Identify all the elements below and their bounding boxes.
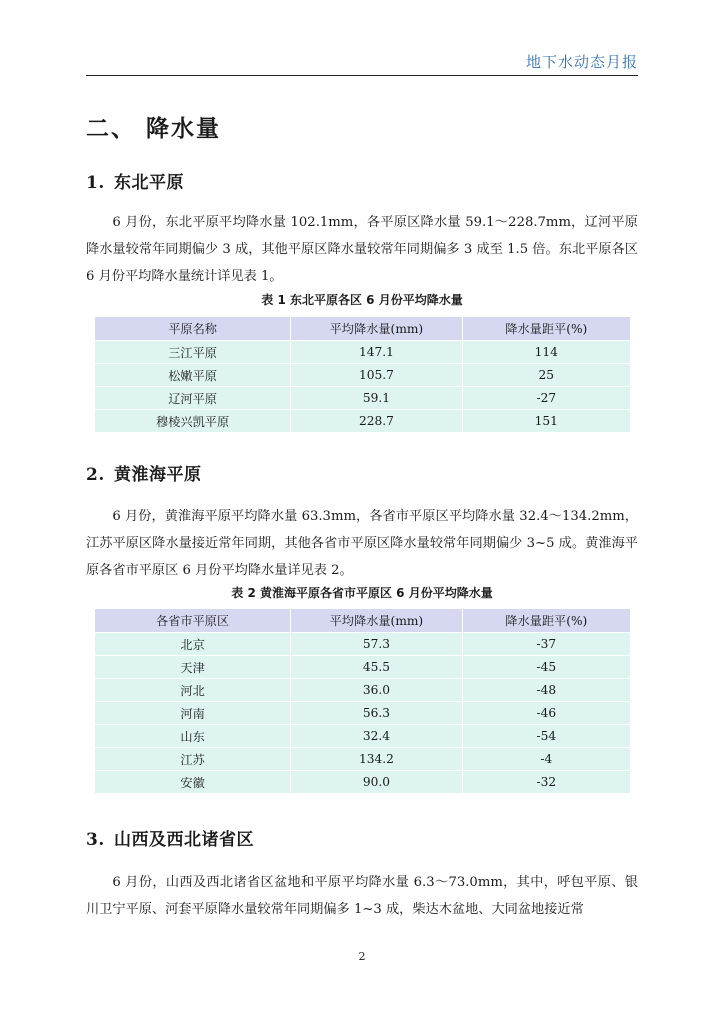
- table-cell: 228.7: [291, 410, 462, 433]
- table-2-caption: 表 2 黄淮海平原各省市平原区 6 月份平均降水量: [231, 586, 493, 600]
- table-cell: -48: [462, 679, 630, 702]
- table-row: [95, 410, 630, 433]
- paragraph-2: 6 月份，黄淮海平原平均降水量 63.3mm，各省市平原区平均降水量 32.4～134.2mm，江苏平原区降水量接近常年同期，其他各省市平原区降水量较常年同期偏少 3~5 成。黄淮海平原各省市平原区 6 月份平均降水量详见表 2。: [86, 509, 638, 578]
- table-cell: 辽河平原: [95, 387, 291, 410]
- table-row: [95, 387, 630, 410]
- table-cell: -54: [462, 725, 630, 748]
- running-header: 地下水动态月报: [525, 53, 638, 71]
- subsection-title: 山西及西北诸省区: [114, 830, 254, 850]
- table-row: [95, 656, 630, 679]
- table-cell: 穆棱兴凯平原: [95, 410, 291, 433]
- column-header: 平均降水量(mm): [291, 317, 462, 341]
- table-cell: -46: [462, 702, 630, 725]
- table-cell: 151: [462, 410, 630, 433]
- paragraph-3: 6 月份，山西及西北诸省区盆地和平原平均降水量 6.3～73.0mm，其中，呼包平原、银川卫宁平原、河套平原降水量较常年同期偏多 1~3 成，柴达木盆地、大同盆地接近常: [86, 875, 638, 917]
- section-title: 二、 降水量: [86, 116, 222, 142]
- column-header: 平原名称: [95, 317, 291, 341]
- table-row: [95, 633, 630, 656]
- table-row: [95, 771, 630, 794]
- table-cell: 90.0: [291, 771, 462, 794]
- column-header: 降水量距平(%): [462, 317, 630, 341]
- table-cell: 59.1: [291, 387, 462, 410]
- table-cell: 天津: [95, 656, 291, 679]
- subsection-number: 3.: [86, 830, 105, 850]
- table-1: [95, 317, 630, 433]
- table-cell: 三江平原: [95, 341, 291, 364]
- table-row: [95, 679, 630, 702]
- column-header: 平均降水量(mm): [291, 609, 462, 633]
- column-header: 降水量距平(%): [462, 609, 630, 633]
- table-cell: 河南: [95, 702, 291, 725]
- page-number: 2: [358, 950, 366, 963]
- subsection-number: 1.: [86, 173, 105, 193]
- table-cell: -32: [462, 771, 630, 794]
- subsection-heading-1: [86, 168, 184, 193]
- subsection-heading-3: [86, 825, 254, 850]
- table-cell: -37: [462, 633, 630, 656]
- table-row: [95, 341, 630, 364]
- header-rule: [86, 75, 638, 76]
- table-cell: 安徽: [95, 771, 291, 794]
- table-1-caption: 表 1 东北平原各区 6 月份平均降水量: [261, 293, 463, 307]
- column-header: 各省市平原区: [95, 609, 291, 633]
- table-cell: 25: [462, 364, 630, 387]
- table-cell: -4: [462, 748, 630, 771]
- subsection-heading-2: [86, 460, 202, 485]
- table-header-row: [95, 317, 630, 341]
- table-row: [95, 364, 630, 387]
- table-cell: 山东: [95, 725, 291, 748]
- table-row: [95, 725, 630, 748]
- table-cell: 36.0: [291, 679, 462, 702]
- table-row: [95, 702, 630, 725]
- table-cell: 松嫩平原: [95, 364, 291, 387]
- table-header-row: [95, 609, 630, 633]
- table-cell: 147.1: [291, 341, 462, 364]
- table-cell: 105.7: [291, 364, 462, 387]
- table-cell: 45.5: [291, 656, 462, 679]
- table-row: [95, 748, 630, 771]
- subsection-number: 2.: [86, 465, 105, 485]
- table-cell: 江苏: [95, 748, 291, 771]
- table-2: [95, 609, 630, 794]
- table-cell: -27: [462, 387, 630, 410]
- table-cell: 134.2: [291, 748, 462, 771]
- paragraph-1: 6 月份，东北平原平均降水量 102.1mm，各平原区降水量 59.1～228.7mm，辽河平原降水量较常年同期偏少 3 成，其他平原区降水量较常年同期偏多 3 成至 1.5 倍。东北平原各区 6 月份平均降水量统计详见表 1。: [86, 215, 638, 284]
- table-cell: 北京: [95, 633, 291, 656]
- subsection-title: 东北平原: [114, 173, 184, 193]
- subsection-title: 黄淮海平原: [114, 465, 202, 485]
- table-cell: -45: [462, 656, 630, 679]
- table-cell: 32.4: [291, 725, 462, 748]
- table-cell: 114: [462, 341, 630, 364]
- table-cell: 57.3: [291, 633, 462, 656]
- table-cell: 河北: [95, 679, 291, 702]
- table-cell: 56.3: [291, 702, 462, 725]
